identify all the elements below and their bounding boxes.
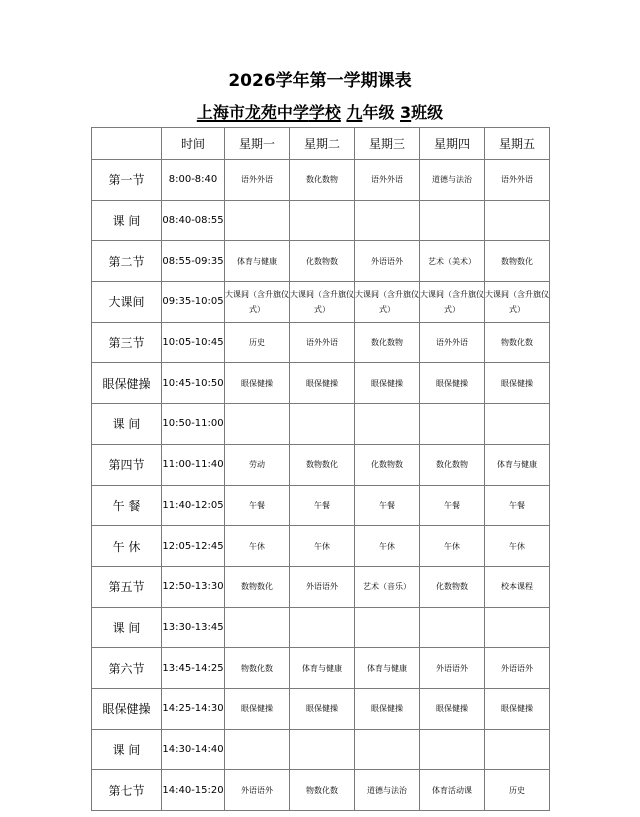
- period-label: 午 餐: [92, 485, 162, 526]
- subject-cell: 午休: [420, 526, 485, 567]
- subject-cell: 物数化数: [225, 648, 290, 689]
- subject-cell: 体育与健康: [355, 648, 420, 689]
- period-label: 第三节: [92, 322, 162, 363]
- subject-cell: [225, 404, 290, 445]
- table-row: [92, 363, 550, 404]
- subject-cell: 大课间（含升旗仪式）: [290, 282, 355, 323]
- school-suffix: 学校: [308, 103, 341, 122]
- table-row: [92, 770, 550, 811]
- subject-cell: [355, 607, 420, 648]
- subject-cell: 物数化数: [290, 770, 355, 811]
- subject-cell: 物数化数: [485, 322, 550, 363]
- subject-cell: 眼保健操: [355, 688, 420, 729]
- table-row: [92, 241, 550, 282]
- subject-cell: [290, 404, 355, 445]
- subject-cell: 午休: [225, 526, 290, 567]
- period-time: 8:00-8:40: [162, 160, 225, 201]
- subject-cell: [420, 404, 485, 445]
- subject-cell: 数化数物: [355, 322, 420, 363]
- subject-cell: 午餐: [355, 485, 420, 526]
- subject-cell: [420, 729, 485, 770]
- period-label: 课 间: [92, 404, 162, 445]
- subject-cell: [225, 729, 290, 770]
- subject-cell: 外语语外: [355, 241, 420, 282]
- table-row: [92, 566, 550, 607]
- subject-cell: 午休: [355, 526, 420, 567]
- subject-cell: [290, 729, 355, 770]
- subject-cell: [485, 404, 550, 445]
- school-name: 上海市龙苑中学: [196, 103, 309, 122]
- period-time: 10:45-10:50: [162, 363, 225, 404]
- header-cell: 星期五: [485, 128, 550, 160]
- subject-cell: 眼保健操: [485, 688, 550, 729]
- table-row: [92, 444, 550, 485]
- subject-cell: [420, 607, 485, 648]
- subject-cell: 眼保健操: [420, 363, 485, 404]
- subject-cell: [290, 607, 355, 648]
- subject-cell: 外语语外: [225, 770, 290, 811]
- period-label: 第七节: [92, 770, 162, 811]
- period-label: 第六节: [92, 648, 162, 689]
- table-row: [92, 200, 550, 241]
- period-time: 11:00-11:40: [162, 444, 225, 485]
- header-cell: 星期一: [225, 128, 290, 160]
- document-subtitle: [0, 100, 640, 123]
- subject-cell: 语外外语: [290, 322, 355, 363]
- subject-cell: 外语语外: [485, 648, 550, 689]
- table-row: [92, 322, 550, 363]
- table-row: [92, 729, 550, 770]
- table-row: [92, 404, 550, 445]
- period-time: 08:40-08:55: [162, 200, 225, 241]
- table-row: [92, 485, 550, 526]
- subject-cell: 眼保健操: [355, 363, 420, 404]
- grade-value: 九: [346, 103, 363, 122]
- table-row: [92, 526, 550, 567]
- period-time: 12:05-12:45: [162, 526, 225, 567]
- subject-cell: [355, 729, 420, 770]
- period-label: 大课间: [92, 282, 162, 323]
- subject-cell: 劳动: [225, 444, 290, 485]
- period-time: 11:40-12:05: [162, 485, 225, 526]
- header-cell: 星期三: [355, 128, 420, 160]
- subject-cell: 体育与健康: [290, 648, 355, 689]
- table-row: [92, 688, 550, 729]
- subject-cell: 数化数物: [420, 444, 485, 485]
- table-row: [92, 160, 550, 201]
- subject-cell: [485, 200, 550, 241]
- subject-cell: 数物数化: [225, 566, 290, 607]
- subject-cell: 语外外语: [420, 322, 485, 363]
- subject-cell: 化数物数: [290, 241, 355, 282]
- subject-cell: 语外外语: [355, 160, 420, 201]
- document-title: 2026学年第一学期课表: [228, 71, 412, 91]
- subject-cell: [485, 729, 550, 770]
- subject-cell: 语外外语: [485, 160, 550, 201]
- subject-cell: 体育与健康: [485, 444, 550, 485]
- period-time: 14:40-15:20: [162, 770, 225, 811]
- subject-cell: [485, 607, 550, 648]
- subject-cell: 历史: [225, 322, 290, 363]
- subject-cell: [420, 200, 485, 241]
- subject-cell: 化数物数: [420, 566, 485, 607]
- subject-cell: 眼保健操: [485, 363, 550, 404]
- subject-cell: 语外外语: [225, 160, 290, 201]
- subject-cell: 午休: [290, 526, 355, 567]
- subject-cell: 眼保健操: [420, 688, 485, 729]
- table-row: [92, 648, 550, 689]
- subject-cell: [355, 404, 420, 445]
- subject-cell: 眼保健操: [290, 688, 355, 729]
- subject-cell: 外语语外: [290, 566, 355, 607]
- subject-cell: 眼保健操: [225, 688, 290, 729]
- subject-cell: 外语语外: [420, 648, 485, 689]
- subject-cell: 午餐: [225, 485, 290, 526]
- subject-cell: 数物数化: [290, 444, 355, 485]
- subject-cell: 历史: [485, 770, 550, 811]
- period-label: 眼保健操: [92, 688, 162, 729]
- period-time: 13:30-13:45: [162, 607, 225, 648]
- schedule-table: [91, 127, 550, 811]
- subject-cell: 艺术（美术）: [420, 241, 485, 282]
- period-time: 09:35-10:05: [162, 282, 225, 323]
- period-label: 课 间: [92, 607, 162, 648]
- subject-cell: 体育活动课: [420, 770, 485, 811]
- period-label: 第一节: [92, 160, 162, 201]
- header-cell: 星期四: [420, 128, 485, 160]
- period-time: 12:50-13:30: [162, 566, 225, 607]
- subject-cell: 数化数物: [290, 160, 355, 201]
- subject-cell: 大课间（含升旗仪式）: [355, 282, 420, 323]
- subject-cell: 午餐: [290, 485, 355, 526]
- subject-cell: [355, 200, 420, 241]
- table-row: [92, 282, 550, 323]
- subject-cell: 数物数化: [485, 241, 550, 282]
- subject-cell: [225, 200, 290, 241]
- period-time: 10:05-10:45: [162, 322, 225, 363]
- subject-cell: 眼保健操: [290, 363, 355, 404]
- grade-suffix: 年级: [362, 103, 395, 122]
- subject-cell: 大课间（含升旗仪式）: [225, 282, 290, 323]
- subject-cell: 道德与法治: [420, 160, 485, 201]
- period-label: 课 间: [92, 200, 162, 241]
- subject-cell: 化数物数: [355, 444, 420, 485]
- header-row: [92, 128, 550, 160]
- period-label: 课 间: [92, 729, 162, 770]
- subject-cell: 体育与健康: [225, 241, 290, 282]
- period-label: 午 休: [92, 526, 162, 567]
- subject-cell: 眼保健操: [225, 363, 290, 404]
- header-cell: 时间: [162, 128, 225, 160]
- subject-cell: 艺术（音乐）: [355, 566, 420, 607]
- header-corner-cell: [92, 128, 162, 160]
- period-label: 第四节: [92, 444, 162, 485]
- period-time: 10:50-11:00: [162, 404, 225, 445]
- period-label: 第五节: [92, 566, 162, 607]
- subject-cell: [290, 200, 355, 241]
- period-time: 13:45-14:25: [162, 648, 225, 689]
- period-time: 14:25-14:30: [162, 688, 225, 729]
- subject-cell: [225, 607, 290, 648]
- period-label: 眼保健操: [92, 363, 162, 404]
- subject-cell: 午餐: [485, 485, 550, 526]
- subject-cell: 大课间（含升旗仪式）: [420, 282, 485, 323]
- subject-cell: 校本课程: [485, 566, 550, 607]
- table-row: [92, 607, 550, 648]
- period-time: 14:30-14:40: [162, 729, 225, 770]
- header-cell: 星期二: [290, 128, 355, 160]
- period-label: 第二节: [92, 241, 162, 282]
- subject-cell: 午休: [485, 526, 550, 567]
- subject-cell: 大课间（含升旗仪式）: [485, 282, 550, 323]
- period-time: 08:55-09:35: [162, 241, 225, 282]
- subject-cell: 午餐: [420, 485, 485, 526]
- subject-cell: 道德与法治: [355, 770, 420, 811]
- class-value: 3: [400, 103, 412, 122]
- class-suffix: 班级: [411, 103, 444, 122]
